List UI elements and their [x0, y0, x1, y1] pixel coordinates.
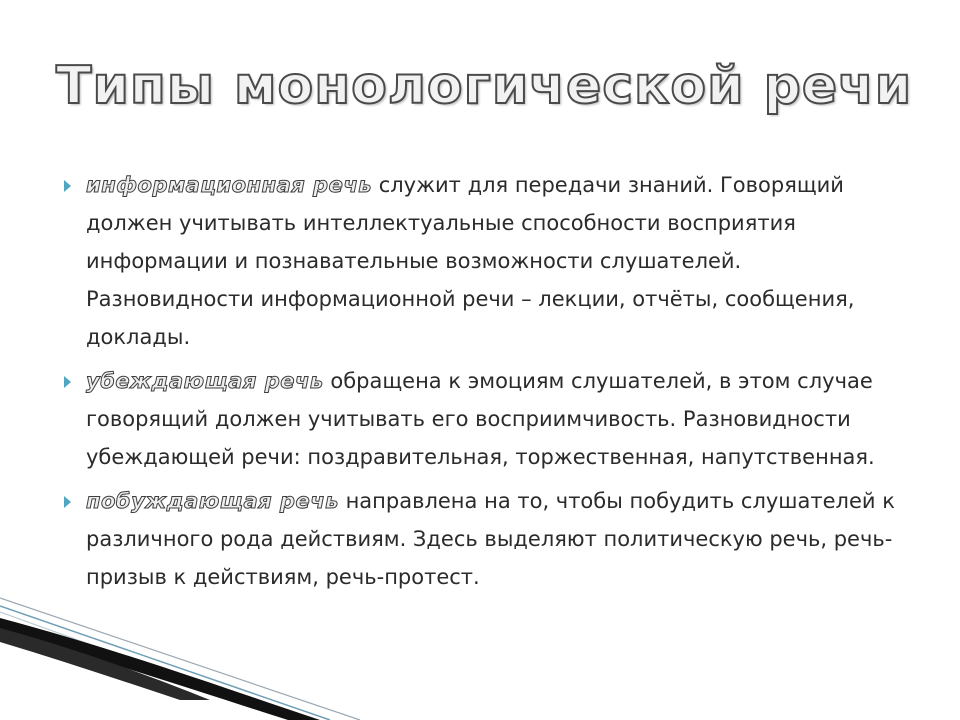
triangle-bullet-icon: [64, 496, 71, 508]
term-label: побуждающая речь: [86, 489, 339, 513]
term-label: убеждающая речь: [86, 369, 324, 393]
list-item: [62, 166, 912, 356]
item-text: служит для передачи знаний. Говорящий должен учитывать интеллектуальные способности восприятия информации и познавательные возможности слушателей. Разновидности информационной речи – лекции, отчёты, сообщения, доклады.: [86, 173, 855, 349]
item-text: направлена на то, чтобы побудить слушателей к различного рода действиям. Здесь выделяют политическую речь, речь-призыв к действиям, речь-протест.: [86, 489, 895, 589]
term-label: информационная речь: [86, 173, 373, 197]
slide-title: Типы монологической речи: [56, 56, 913, 116]
list-item: [62, 362, 912, 476]
bullet-list: [62, 166, 912, 602]
list-item: [62, 482, 912, 596]
triangle-bullet-icon: [64, 376, 71, 388]
triangle-bullet-icon: [64, 180, 71, 192]
item-text: обращена к эмоциям слушателей, в этом случае говорящий должен учитывать его восприимчивость. Разновидности убеждающей речи: поздравительная, торжественная, напутственная.: [86, 369, 875, 469]
